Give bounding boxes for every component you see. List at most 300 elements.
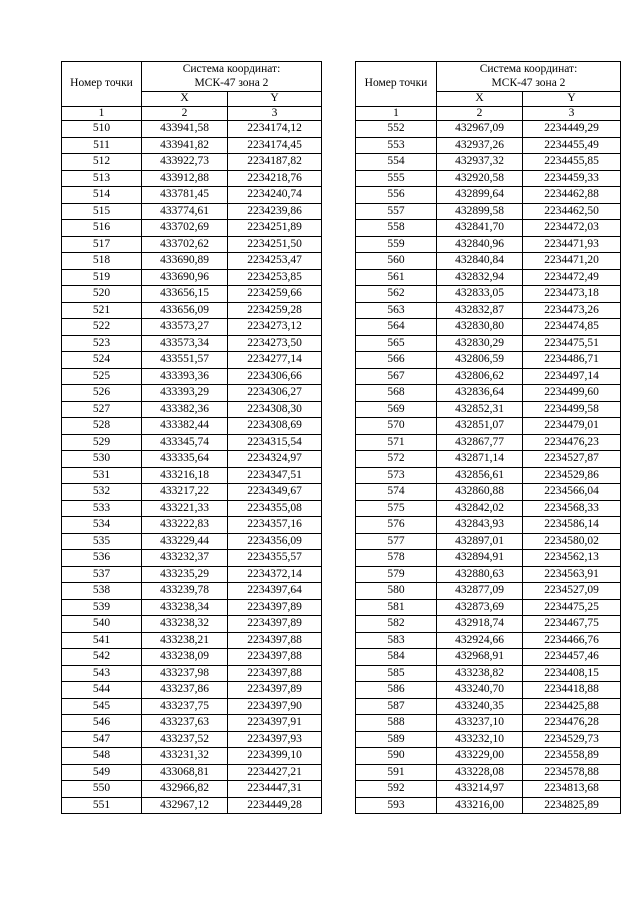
table-row <box>356 484 621 501</box>
table-row <box>62 434 322 451</box>
table-row <box>356 137 621 154</box>
y-coordinate-cell: 2234566,04 <box>523 484 621 501</box>
table-row <box>356 352 621 369</box>
table-row <box>62 698 322 715</box>
y-coordinate-cell: 2234586,14 <box>523 517 621 534</box>
x-coordinate-cell: 433922,73 <box>142 154 228 171</box>
x-coordinate-cell: 432860,88 <box>437 484 523 501</box>
point-number-cell: 529 <box>62 434 142 451</box>
y-coordinate-cell: 2234306,27 <box>228 385 322 402</box>
x-coordinate-cell: 432843,93 <box>437 517 523 534</box>
table-row <box>62 665 322 682</box>
column-index: 3 <box>523 107 621 121</box>
table-row <box>356 319 621 336</box>
y-coordinate-cell: 2234455,85 <box>523 154 621 171</box>
table-row <box>62 302 322 319</box>
table-row <box>356 566 621 583</box>
y-coordinate-cell: 2234459,33 <box>523 170 621 187</box>
table-row <box>356 170 621 187</box>
y-coordinate-cell: 2234356,09 <box>228 533 322 550</box>
table-row <box>62 583 322 600</box>
point-number-cell: 512 <box>62 154 142 171</box>
y-coordinate-cell: 2234355,57 <box>228 550 322 567</box>
y-coordinate-cell: 2234324,97 <box>228 451 322 468</box>
table-row <box>62 731 322 748</box>
y-coordinate-cell: 2234467,75 <box>523 616 621 633</box>
x-coordinate-cell: 433229,00 <box>437 748 523 765</box>
point-number-cell: 523 <box>62 335 142 352</box>
table-row <box>62 550 322 567</box>
point-number-cell: 575 <box>356 500 437 517</box>
point-number-cell: 530 <box>62 451 142 468</box>
x-coordinate-cell: 432806,59 <box>437 352 523 369</box>
y-coordinate-cell: 2234475,51 <box>523 335 621 352</box>
table-row <box>62 748 322 765</box>
point-number-cell: 557 <box>356 203 437 220</box>
x-coordinate-cell: 433393,29 <box>142 385 228 402</box>
table-row <box>356 418 621 435</box>
x-coordinate-cell: 433335,64 <box>142 451 228 468</box>
y-coordinate-cell: 2234308,30 <box>228 401 322 418</box>
point-number-cell: 571 <box>356 434 437 451</box>
point-number-header: Номер точки <box>62 62 142 107</box>
point-number-cell: 574 <box>356 484 437 501</box>
table-row <box>62 352 322 369</box>
y-coordinate-cell: 2234562,13 <box>523 550 621 567</box>
point-number-cell: 568 <box>356 385 437 402</box>
y-coordinate-cell: 2234218,76 <box>228 170 322 187</box>
y-coordinate-cell: 2234457,46 <box>523 649 621 666</box>
x-coordinate-cell: 433237,98 <box>142 665 228 682</box>
y-coordinate-cell: 2234349,67 <box>228 484 322 501</box>
table-row <box>62 500 322 517</box>
x-coordinate-cell: 433551,57 <box>142 352 228 369</box>
table-row <box>62 632 322 649</box>
point-number-cell: 533 <box>62 500 142 517</box>
y-coordinate-cell: 2234499,58 <box>523 401 621 418</box>
y-coordinate-cell: 2234355,08 <box>228 500 322 517</box>
x-coordinate-cell: 433690,89 <box>142 253 228 270</box>
x-coordinate-cell: 432924,66 <box>437 632 523 649</box>
y-coordinate-cell: 2234578,88 <box>523 764 621 781</box>
point-number-cell: 548 <box>62 748 142 765</box>
table-row <box>356 764 621 781</box>
x-coordinate-cell: 432967,09 <box>437 121 523 138</box>
point-number-cell: 542 <box>62 649 142 666</box>
table-row <box>62 649 322 666</box>
table-row <box>62 137 322 154</box>
x-coordinate-cell: 432899,64 <box>437 187 523 204</box>
x-coordinate-cell: 433702,69 <box>142 220 228 237</box>
point-number-cell: 550 <box>62 781 142 798</box>
y-coordinate-cell: 2234527,87 <box>523 451 621 468</box>
table-row <box>62 467 322 484</box>
y-coordinate-cell: 2234259,66 <box>228 286 322 303</box>
table-row <box>356 517 621 534</box>
x-coordinate-cell: 433222,83 <box>142 517 228 534</box>
point-number-cell: 562 <box>356 286 437 303</box>
y-coordinate-cell: 2234447,31 <box>228 781 322 798</box>
y-coordinate-cell: 2234418,88 <box>523 682 621 699</box>
coordinate-system-title: Система координат: <box>182 63 281 76</box>
point-number-cell: 524 <box>62 352 142 369</box>
y-column-header: Y <box>523 92 621 107</box>
point-number-cell: 525 <box>62 368 142 385</box>
y-coordinate-cell: 2234397,91 <box>228 715 322 732</box>
column-index-row <box>62 107 322 121</box>
y-coordinate-cell: 2234499,60 <box>523 385 621 402</box>
x-coordinate-cell: 433237,86 <box>142 682 228 699</box>
point-number-cell: 589 <box>356 731 437 748</box>
coordinate-system-zone: МСК-47 зона 2 <box>194 76 269 89</box>
x-coordinate-cell: 432832,94 <box>437 269 523 286</box>
table-row <box>62 418 322 435</box>
x-coordinate-cell: 432840,84 <box>437 253 523 270</box>
table-row <box>356 632 621 649</box>
y-coordinate-cell: 2234466,76 <box>523 632 621 649</box>
table-row <box>356 467 621 484</box>
y-coordinate-cell: 2234813,68 <box>523 781 621 798</box>
point-number-cell: 531 <box>62 467 142 484</box>
x-coordinate-cell: 433217,22 <box>142 484 228 501</box>
x-coordinate-cell: 433068,81 <box>142 764 228 781</box>
y-coordinate-cell: 2234397,88 <box>228 632 322 649</box>
point-number-cell: 588 <box>356 715 437 732</box>
point-number-cell: 585 <box>356 665 437 682</box>
y-coordinate-cell: 2234239,86 <box>228 203 322 220</box>
x-coordinate-cell: 432852,31 <box>437 401 523 418</box>
x-coordinate-cell: 432856,61 <box>437 467 523 484</box>
table-row <box>356 665 621 682</box>
y-coordinate-cell: 2234187,82 <box>228 154 322 171</box>
table-row <box>62 599 322 616</box>
x-coordinate-cell: 432899,58 <box>437 203 523 220</box>
point-number-cell: 511 <box>62 137 142 154</box>
point-number-cell: 532 <box>62 484 142 501</box>
y-coordinate-cell: 2234315,54 <box>228 434 322 451</box>
coordinate-system-title: Система координат: <box>479 63 578 76</box>
point-number-cell: 584 <box>356 649 437 666</box>
y-coordinate-cell: 2234558,89 <box>523 748 621 765</box>
y-coordinate-cell: 2234277,14 <box>228 352 322 369</box>
y-coordinate-cell: 2234473,26 <box>523 302 621 319</box>
point-number-cell: 546 <box>62 715 142 732</box>
table-row <box>356 715 621 732</box>
column-index: 1 <box>62 107 142 121</box>
x-coordinate-cell: 433382,44 <box>142 418 228 435</box>
header-row <box>356 62 621 92</box>
x-coordinate-cell: 433941,82 <box>142 137 228 154</box>
point-number-cell: 558 <box>356 220 437 237</box>
y-coordinate-cell: 2234472,03 <box>523 220 621 237</box>
point-number-cell: 556 <box>356 187 437 204</box>
y-coordinate-cell: 2234471,93 <box>523 236 621 253</box>
x-coordinate-cell: 433781,45 <box>142 187 228 204</box>
point-number-cell: 510 <box>62 121 142 138</box>
table-row <box>356 500 621 517</box>
table-row <box>356 599 621 616</box>
table-row <box>62 269 322 286</box>
table-row <box>356 781 621 798</box>
table-row <box>62 286 322 303</box>
x-coordinate-cell: 433221,33 <box>142 500 228 517</box>
point-number-cell: 586 <box>356 682 437 699</box>
table-row <box>62 533 322 550</box>
x-column-header: X <box>142 92 228 107</box>
y-coordinate-cell: 2234251,89 <box>228 220 322 237</box>
point-number-cell: 572 <box>356 451 437 468</box>
x-coordinate-cell: 433238,82 <box>437 665 523 682</box>
x-coordinate-cell: 433240,35 <box>437 698 523 715</box>
x-coordinate-cell: 433228,08 <box>437 764 523 781</box>
table-row <box>62 566 322 583</box>
point-number-cell: 520 <box>62 286 142 303</box>
y-coordinate-cell: 2234273,50 <box>228 335 322 352</box>
table-row <box>356 797 621 814</box>
x-coordinate-cell: 433229,44 <box>142 533 228 550</box>
point-number-cell: 587 <box>356 698 437 715</box>
x-coordinate-cell: 433941,58 <box>142 121 228 138</box>
table-row <box>356 335 621 352</box>
y-coordinate-cell: 2234462,50 <box>523 203 621 220</box>
x-coordinate-cell: 433238,32 <box>142 616 228 633</box>
table-row <box>356 236 621 253</box>
x-coordinate-cell: 432918,74 <box>437 616 523 633</box>
point-number-cell: 519 <box>62 269 142 286</box>
table-row <box>356 682 621 699</box>
y-coordinate-cell: 2234563,91 <box>523 566 621 583</box>
table-row <box>62 220 322 237</box>
y-coordinate-cell: 2234568,33 <box>523 500 621 517</box>
y-coordinate-cell: 2234397,90 <box>228 698 322 715</box>
x-coordinate-cell: 433232,10 <box>437 731 523 748</box>
table-row <box>356 748 621 765</box>
table-row <box>356 121 621 138</box>
x-coordinate-cell: 433237,75 <box>142 698 228 715</box>
column-index: 2 <box>437 107 523 121</box>
y-coordinate-cell: 2234408,15 <box>523 665 621 682</box>
y-coordinate-cell: 2234475,25 <box>523 599 621 616</box>
y-coordinate-cell: 2234273,12 <box>228 319 322 336</box>
point-number-cell: 579 <box>356 566 437 583</box>
point-number-cell: 517 <box>62 236 142 253</box>
table-row <box>356 203 621 220</box>
y-coordinate-cell: 2234425,88 <box>523 698 621 715</box>
point-number-cell: 549 <box>62 764 142 781</box>
table-row <box>356 154 621 171</box>
table-row <box>62 797 322 814</box>
y-column-header: Y <box>228 92 322 107</box>
point-number-cell: 560 <box>356 253 437 270</box>
x-coordinate-cell: 432897,01 <box>437 533 523 550</box>
x-coordinate-cell: 432830,29 <box>437 335 523 352</box>
x-coordinate-cell: 433216,00 <box>437 797 523 814</box>
x-coordinate-cell: 432873,69 <box>437 599 523 616</box>
table-row <box>356 533 621 550</box>
y-coordinate-cell: 2234427,21 <box>228 764 322 781</box>
table-row <box>62 781 322 798</box>
x-coordinate-cell: 432877,09 <box>437 583 523 600</box>
table-row <box>62 121 322 138</box>
x-coordinate-cell: 432967,12 <box>142 797 228 814</box>
x-coordinate-cell: 432833,05 <box>437 286 523 303</box>
y-coordinate-cell: 2234397,93 <box>228 731 322 748</box>
x-coordinate-cell: 433345,74 <box>142 434 228 451</box>
y-coordinate-cell: 2234240,74 <box>228 187 322 204</box>
x-coordinate-cell: 432880,63 <box>437 566 523 583</box>
point-number-cell: 578 <box>356 550 437 567</box>
table-row <box>62 236 322 253</box>
point-number-cell: 573 <box>356 467 437 484</box>
point-number-cell: 581 <box>356 599 437 616</box>
point-number-cell: 528 <box>62 418 142 435</box>
x-coordinate-cell: 433238,21 <box>142 632 228 649</box>
y-coordinate-cell: 2234474,85 <box>523 319 621 336</box>
x-coordinate-cell: 432871,14 <box>437 451 523 468</box>
y-coordinate-cell: 2234449,28 <box>228 797 322 814</box>
y-coordinate-cell: 2234251,50 <box>228 236 322 253</box>
y-coordinate-cell: 2234529,73 <box>523 731 621 748</box>
table-row <box>62 715 322 732</box>
y-coordinate-cell: 2234462,88 <box>523 187 621 204</box>
x-coordinate-cell: 433239,78 <box>142 583 228 600</box>
point-number-cell: 559 <box>356 236 437 253</box>
point-number-cell: 538 <box>62 583 142 600</box>
x-coordinate-cell: 433656,09 <box>142 302 228 319</box>
point-number-cell: 527 <box>62 401 142 418</box>
x-coordinate-cell: 432867,77 <box>437 434 523 451</box>
x-coordinate-cell: 433238,09 <box>142 649 228 666</box>
point-number-cell: 535 <box>62 533 142 550</box>
x-coordinate-cell: 433237,10 <box>437 715 523 732</box>
x-coordinate-cell: 433912,88 <box>142 170 228 187</box>
x-coordinate-cell: 433702,62 <box>142 236 228 253</box>
point-number-cell: 564 <box>356 319 437 336</box>
x-coordinate-cell: 432841,70 <box>437 220 523 237</box>
x-coordinate-cell: 432966,82 <box>142 781 228 798</box>
table-row <box>356 385 621 402</box>
table-row <box>62 319 322 336</box>
x-coordinate-cell: 433573,27 <box>142 319 228 336</box>
point-number-cell: 540 <box>62 616 142 633</box>
y-coordinate-cell: 2234476,23 <box>523 434 621 451</box>
header-row <box>62 62 322 92</box>
x-coordinate-cell: 432920,58 <box>437 170 523 187</box>
table-row <box>62 484 322 501</box>
coordinate-system-header <box>437 62 621 92</box>
y-coordinate-cell: 2234449,29 <box>523 121 621 138</box>
y-coordinate-cell: 2234397,89 <box>228 616 322 633</box>
column-index-row <box>356 107 621 121</box>
table-row <box>356 649 621 666</box>
point-number-cell: 544 <box>62 682 142 699</box>
point-number-cell: 554 <box>356 154 437 171</box>
table-row <box>62 253 322 270</box>
column-index: 3 <box>228 107 322 121</box>
point-number-cell: 565 <box>356 335 437 352</box>
x-coordinate-cell: 433237,63 <box>142 715 228 732</box>
table-row <box>356 401 621 418</box>
table-row <box>62 682 322 699</box>
y-coordinate-cell: 2234253,47 <box>228 253 322 270</box>
y-coordinate-cell: 2234397,64 <box>228 583 322 600</box>
point-number-cell: 566 <box>356 352 437 369</box>
point-number-cell: 545 <box>62 698 142 715</box>
x-column-header: X <box>437 92 523 107</box>
point-number-cell: 513 <box>62 170 142 187</box>
x-coordinate-cell: 433231,32 <box>142 748 228 765</box>
point-number-cell: 561 <box>356 269 437 286</box>
column-index: 2 <box>142 107 228 121</box>
y-coordinate-cell: 2234357,16 <box>228 517 322 534</box>
table-row <box>356 220 621 237</box>
y-coordinate-cell: 2234397,89 <box>228 682 322 699</box>
y-coordinate-cell: 2234306,66 <box>228 368 322 385</box>
table-row <box>62 451 322 468</box>
point-number-cell: 516 <box>62 220 142 237</box>
point-number-cell: 526 <box>62 385 142 402</box>
y-coordinate-cell: 2234486,71 <box>523 352 621 369</box>
x-coordinate-cell: 432937,26 <box>437 137 523 154</box>
y-coordinate-cell: 2234259,28 <box>228 302 322 319</box>
x-coordinate-cell: 433573,34 <box>142 335 228 352</box>
point-number-cell: 563 <box>356 302 437 319</box>
table-row <box>356 434 621 451</box>
y-coordinate-cell: 2234529,86 <box>523 467 621 484</box>
point-number-cell: 537 <box>62 566 142 583</box>
point-number-cell: 534 <box>62 517 142 534</box>
x-coordinate-cell: 432830,80 <box>437 319 523 336</box>
table-row <box>356 286 621 303</box>
point-number-cell: 583 <box>356 632 437 649</box>
x-coordinate-cell: 433240,70 <box>437 682 523 699</box>
x-coordinate-cell: 432894,91 <box>437 550 523 567</box>
x-coordinate-cell: 433774,61 <box>142 203 228 220</box>
point-number-cell: 593 <box>356 797 437 814</box>
point-number-header: Номер точки <box>356 62 437 107</box>
x-coordinate-cell: 432832,87 <box>437 302 523 319</box>
y-coordinate-cell: 2234397,88 <box>228 665 322 682</box>
point-number-cell: 553 <box>356 137 437 154</box>
table-row <box>62 203 322 220</box>
table-row <box>356 368 621 385</box>
point-number-cell: 515 <box>62 203 142 220</box>
table-row <box>62 517 322 534</box>
point-number-cell: 536 <box>62 550 142 567</box>
x-coordinate-cell: 432851,07 <box>437 418 523 435</box>
y-coordinate-cell: 2234497,14 <box>523 368 621 385</box>
x-coordinate-cell: 433238,34 <box>142 599 228 616</box>
point-number-cell: 543 <box>62 665 142 682</box>
x-coordinate-cell: 432842,02 <box>437 500 523 517</box>
x-coordinate-cell: 433237,52 <box>142 731 228 748</box>
table-row <box>356 616 621 633</box>
point-number-cell: 569 <box>356 401 437 418</box>
point-number-cell: 522 <box>62 319 142 336</box>
table-row <box>356 583 621 600</box>
x-coordinate-cell: 433216,18 <box>142 467 228 484</box>
table-row <box>62 170 322 187</box>
point-number-cell: 514 <box>62 187 142 204</box>
x-coordinate-cell: 432968,91 <box>437 649 523 666</box>
table-row <box>356 698 621 715</box>
y-coordinate-cell: 2234476,28 <box>523 715 621 732</box>
point-number-cell: 570 <box>356 418 437 435</box>
table-row <box>62 401 322 418</box>
point-number-cell: 592 <box>356 781 437 798</box>
table-row <box>356 451 621 468</box>
table-row <box>62 368 322 385</box>
